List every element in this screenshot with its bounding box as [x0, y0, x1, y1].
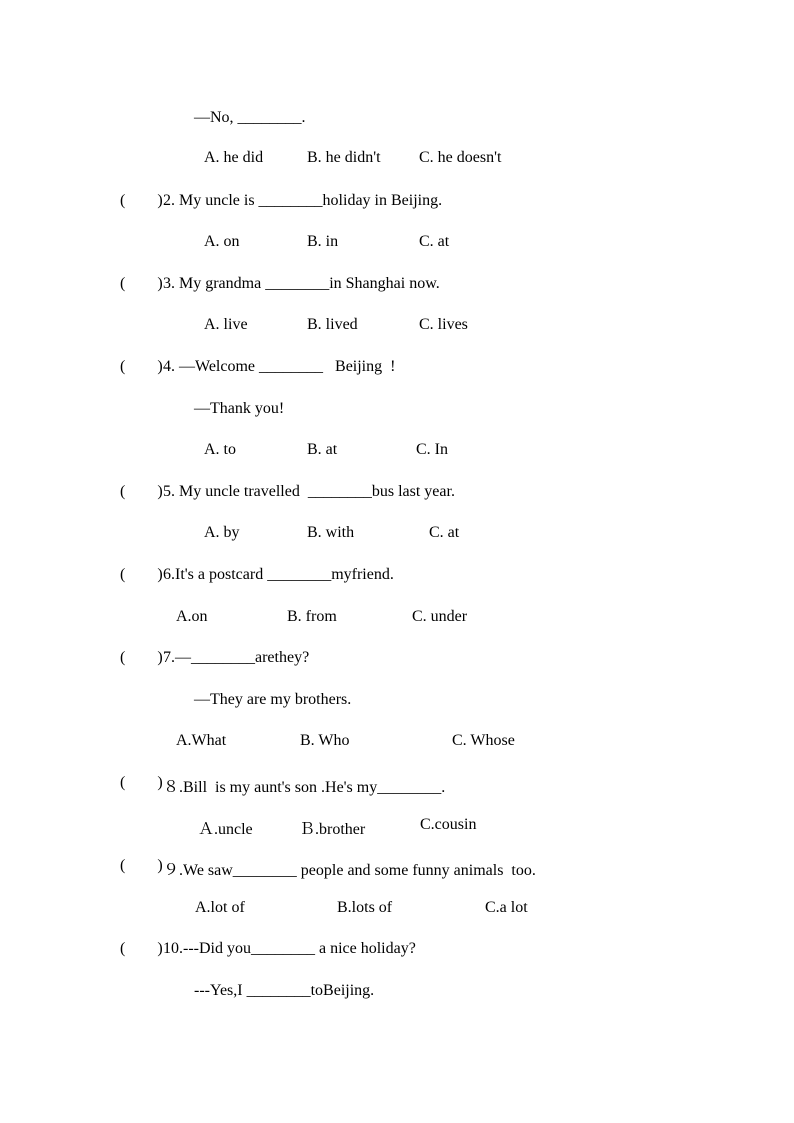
q6-answer-blank[interactable]: ( ) — [120, 566, 163, 583]
q1-option-c: C. he doesn't — [419, 149, 502, 166]
q1-answer-line: —No, ________. — [194, 109, 306, 126]
q4-answer-blank[interactable]: ( ) — [120, 358, 163, 375]
q10-answer-blank[interactable]: ( ) — [120, 940, 163, 957]
q9-option-a: A.lot of — [195, 899, 245, 916]
q10-stem: 10.---Did you________ a nice holiday? — [163, 940, 416, 957]
q7-option-b: B. Who — [300, 732, 350, 749]
q4-option-c: C. In — [416, 441, 448, 458]
q7-answer-blank[interactable]: ( ) — [120, 649, 163, 666]
q10-answer-line: ---Yes,I ________toBeijing. — [194, 982, 375, 999]
q5-option-b: B. with — [307, 524, 355, 541]
q9-stem: ９.We saw________ people and some funny animals too. — [163, 862, 536, 879]
q3-option-a: A. live — [204, 316, 248, 333]
q6-option-a: A.on — [176, 608, 208, 625]
q3-answer-blank[interactable]: ( ) — [120, 275, 163, 292]
q8-option-c: C.cousin — [420, 816, 477, 833]
q7-option-c: C. Whose — [452, 732, 515, 749]
q7-answer-line: —They are my brothers. — [194, 691, 352, 708]
q2-option-c: C. at — [419, 233, 450, 250]
q2-stem: 2. My uncle is ________holiday in Beijing. — [163, 192, 443, 209]
q6-option-c: C. under — [412, 608, 468, 625]
q4-stem: 4. —Welcome ________ Beijing ! — [163, 358, 396, 375]
q2-answer-blank[interactable]: ( ) — [120, 192, 163, 209]
q9-option-c: C.a lot — [485, 899, 528, 916]
q3-option-b: B. lived — [307, 316, 358, 333]
q1-option-a: A. he did — [204, 149, 264, 166]
q4-option-b: B. at — [307, 441, 338, 458]
q5-option-c: C. at — [429, 524, 460, 541]
q8-stem: ８.Bill is my aunt's son .He's my________. — [163, 779, 446, 796]
q5-answer-blank[interactable]: ( ) — [120, 483, 163, 500]
q9-option-b: B.lots of — [337, 899, 393, 916]
q9-answer-blank[interactable]: ( ) — [120, 857, 163, 874]
q4-option-a: A. to — [204, 441, 236, 458]
q4-answer-line: —Thank you! — [194, 400, 285, 417]
q8-option-a: Ａ.uncle — [198, 821, 253, 838]
q1-option-b: B. he didn't — [307, 149, 381, 166]
q3-stem: 3. My grandma ________in Shanghai now. — [163, 275, 440, 292]
q7-option-a: A.What — [176, 732, 227, 749]
q5-option-a: A. by — [204, 524, 240, 541]
q3-option-c: C. lives — [419, 316, 468, 333]
q7-stem: 7.—________arethey? — [163, 649, 310, 666]
q8-answer-blank[interactable]: ( ) — [120, 774, 163, 791]
q2-option-b: B. in — [307, 233, 339, 250]
q2-option-a: A. on — [204, 233, 240, 250]
q6-stem: 6.It's a postcard ________myfriend. — [163, 566, 394, 583]
q8-option-b: Ｂ.brother — [299, 821, 366, 838]
q6-option-b: B. from — [287, 608, 337, 625]
q5-stem: 5. My uncle travelled ________bus last year. — [163, 483, 455, 500]
